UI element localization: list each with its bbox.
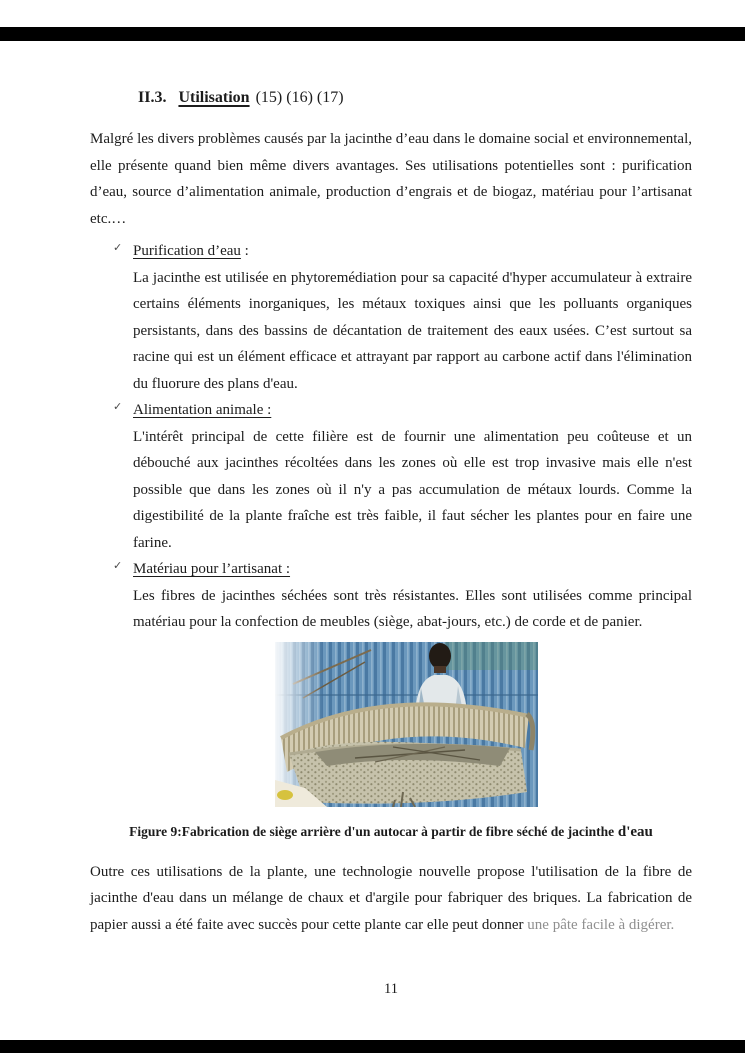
photo-wicker-seat: [275, 642, 538, 807]
figure-9: [90, 642, 692, 841]
list-item-heading: [133, 238, 692, 265]
section-number: II.3.: [138, 89, 167, 106]
closing-text: Outre ces utilisations de la plante, une technologie nouvelle propose l'utilisation de la fibre de jacinthe d'eau dans un mélange de chaux et d'argile pour fabriquer des briques. La fabrication de papier aussi a été faite avec succès pour cette plante car elle peut donner: [90, 863, 692, 933]
section-references: (15) (16) (17): [255, 89, 344, 106]
page-number: 11: [384, 981, 398, 997]
closing-paragraph: [90, 859, 692, 939]
checkmark-icon: ✓: [113, 241, 123, 254]
muted-text: une pâte facile à digérer.: [523, 916, 675, 933]
section-title: Utilisation: [178, 89, 250, 106]
list-item-label: Purification d’eau: [133, 243, 241, 259]
list-item-label: Alimentation animale :: [133, 402, 272, 418]
list-item-text: Les fibres de jacinthes séchées sont très résistantes. Elles sont utilisées comme principal matériau pour la confection de meubles (siège, abat-jours, etc.) de corde et de panier.: [133, 587, 692, 630]
scan-artifact-bottom-bar: [0, 1040, 745, 1053]
foliage-tint: [445, 642, 538, 670]
checkmark-icon: ✓: [113, 400, 123, 413]
figure-caption: [90, 823, 692, 841]
list-item-label-suffix: :: [240, 243, 249, 259]
intro-paragraph: Malgré les divers problèmes causés par la jacinthe d’eau dans le domaine social et environnemental, elle présente quand bien même divers avantages. Ses utilisations potentielles sont : purification d’eau, source d’alimentation animale, production d’engrais et de biogaz, matériau pour l’artisanat etc.…: [90, 131, 692, 227]
list-item-text: La jacinthe est utilisée en phytoremédiation pour sa capacité d'hyper accumulateur à extraire certains éléments inorganiques, les métaux toxiques ainsi que les polluants organiques persistants, dans des bassins de décantation de traitement des eaux usées. C’est surtout sa racine qui est un élément efficace et attrayant par rapport au carbone actif dans l'élimination du fluorure des plans d'eau.: [133, 269, 692, 392]
woven-seat-box: [289, 741, 527, 803]
list-item-label: Matériau pour l’artisanat :: [133, 561, 291, 577]
figure-caption-suffix: d'eau: [614, 823, 653, 840]
list-item-heading: [133, 397, 692, 424]
list-item-alimentation: [90, 397, 692, 556]
figure-caption-text: Fabrication de siège arrière d'un autocar à partir de fibre séché de jacinthe: [181, 823, 615, 839]
checkmark-icon: ✓: [113, 559, 123, 572]
list-item-text: L'intérêt principal de cette filière est de fournir une alimentation peu coûteuse et un débouché aux jacinthes récoltées dans les zones où elle est trop invasive mais elle n'est possible que dans les zones où il n'y a pas accumulation de métaux lourds. Comme la digestibilité de la plante fraîche est très faible, il faut sécher les plantes pour en faire une farine.: [133, 428, 692, 551]
yellow-object: [277, 790, 293, 800]
list-item-purification: [90, 238, 692, 397]
photo-wicker-seat-illustration: [275, 642, 538, 807]
section-heading: [138, 88, 692, 108]
figure-caption-label: Figure 9:: [129, 823, 182, 839]
list-item-heading: [133, 556, 692, 583]
page-content: [90, 0, 692, 1003]
uses-list: [90, 238, 692, 636]
list-item-artisanat: [90, 556, 692, 636]
